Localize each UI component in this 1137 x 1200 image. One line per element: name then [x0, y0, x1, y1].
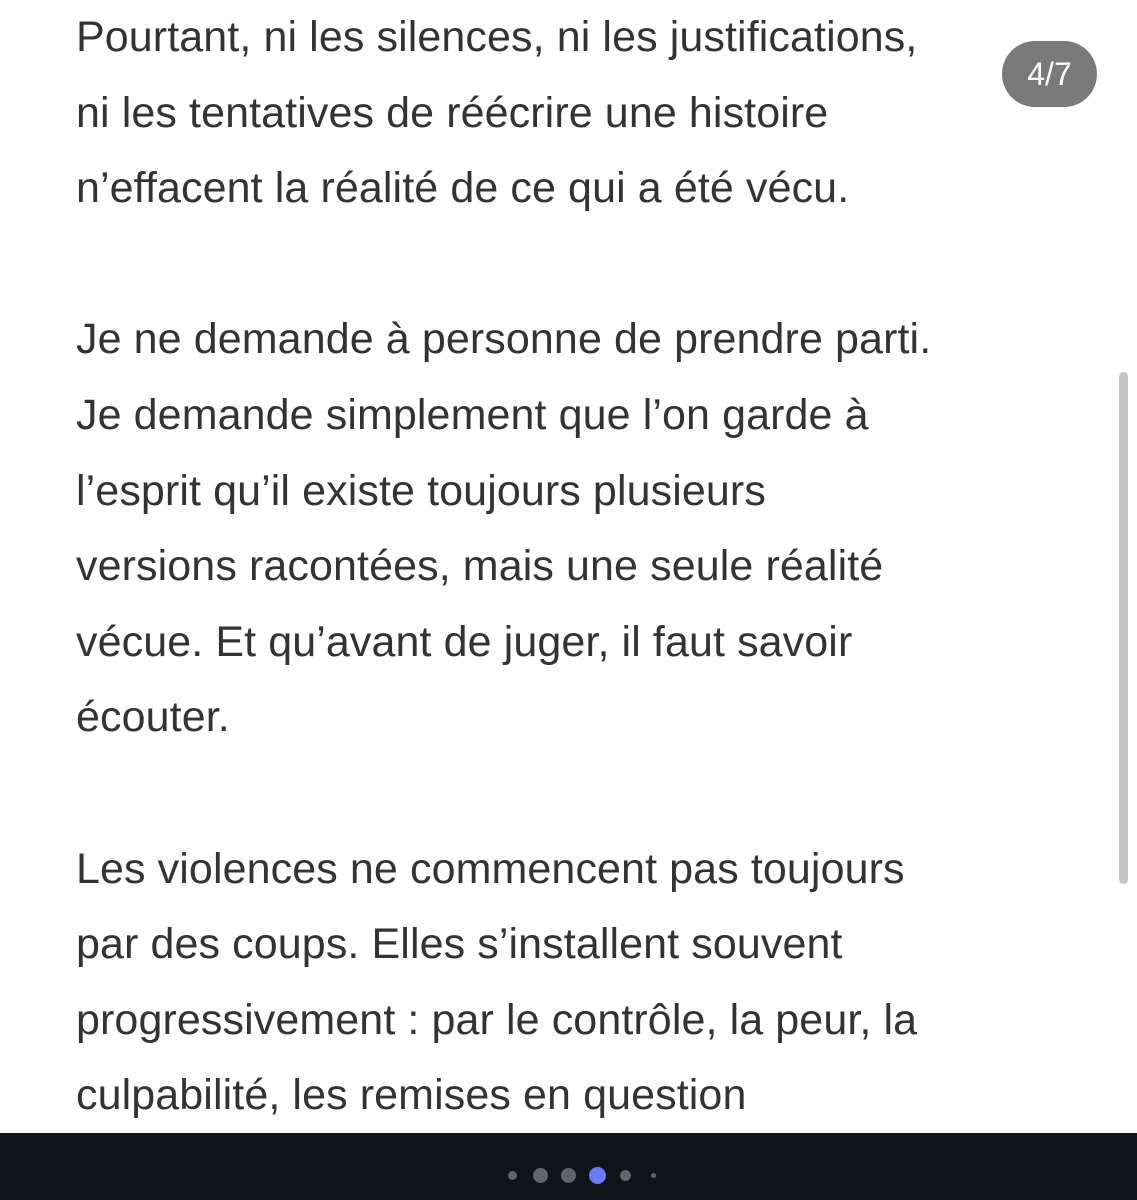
- carousel-dot[interactable]: [651, 1173, 656, 1178]
- paragraph-1: [76, 0, 1086, 227]
- text-line: l’esprit qu’il existe toujours plusieurs: [76, 466, 766, 515]
- text-line: culpabilité, les remises en question: [76, 1071, 747, 1120]
- text-line: vécue. Et qu’avant de juger, il faut savoir: [76, 617, 853, 666]
- page-counter-badge: 4/7: [1002, 41, 1097, 107]
- text-line: écouter.: [76, 693, 230, 742]
- paragraph-gap: [76, 227, 1086, 303]
- paragraph-gap: [76, 756, 1086, 832]
- scrollbar-thumb[interactable]: [1119, 372, 1128, 884]
- text-line: Je ne demande à personne de prendre parti.: [76, 315, 932, 364]
- post-text: [76, 0, 1086, 1134]
- text-line: versions racontées, mais une seule réalité: [76, 542, 884, 591]
- text-line: Les violences ne commencent pas toujours: [76, 844, 905, 893]
- carousel-bar: [0, 1133, 1137, 1200]
- carousel-dot-active[interactable]: [589, 1167, 606, 1184]
- text-line: n’effacent la réalité de ce qui a été vécu.: [76, 164, 850, 213]
- carousel-dot[interactable]: [620, 1170, 631, 1181]
- carousel-indicator: [0, 1133, 1137, 1200]
- text-line: Je demande simplement que l’on garde à: [76, 390, 869, 439]
- text-line: progressivement : par le contrôle, la peur, la: [76, 995, 918, 1044]
- paragraph-3: [76, 832, 1086, 1134]
- text-line: ni les tentatives de réécrire une histoire: [76, 88, 829, 137]
- text-line: par des coups. Elles s’installent souvent: [76, 920, 843, 969]
- carousel-dot[interactable]: [533, 1168, 548, 1183]
- paragraph-2: [76, 302, 1086, 756]
- carousel-dot[interactable]: [561, 1168, 576, 1183]
- carousel-dot[interactable]: [508, 1171, 517, 1180]
- text-line: Pourtant, ni les silences, ni les justifications,: [76, 13, 918, 61]
